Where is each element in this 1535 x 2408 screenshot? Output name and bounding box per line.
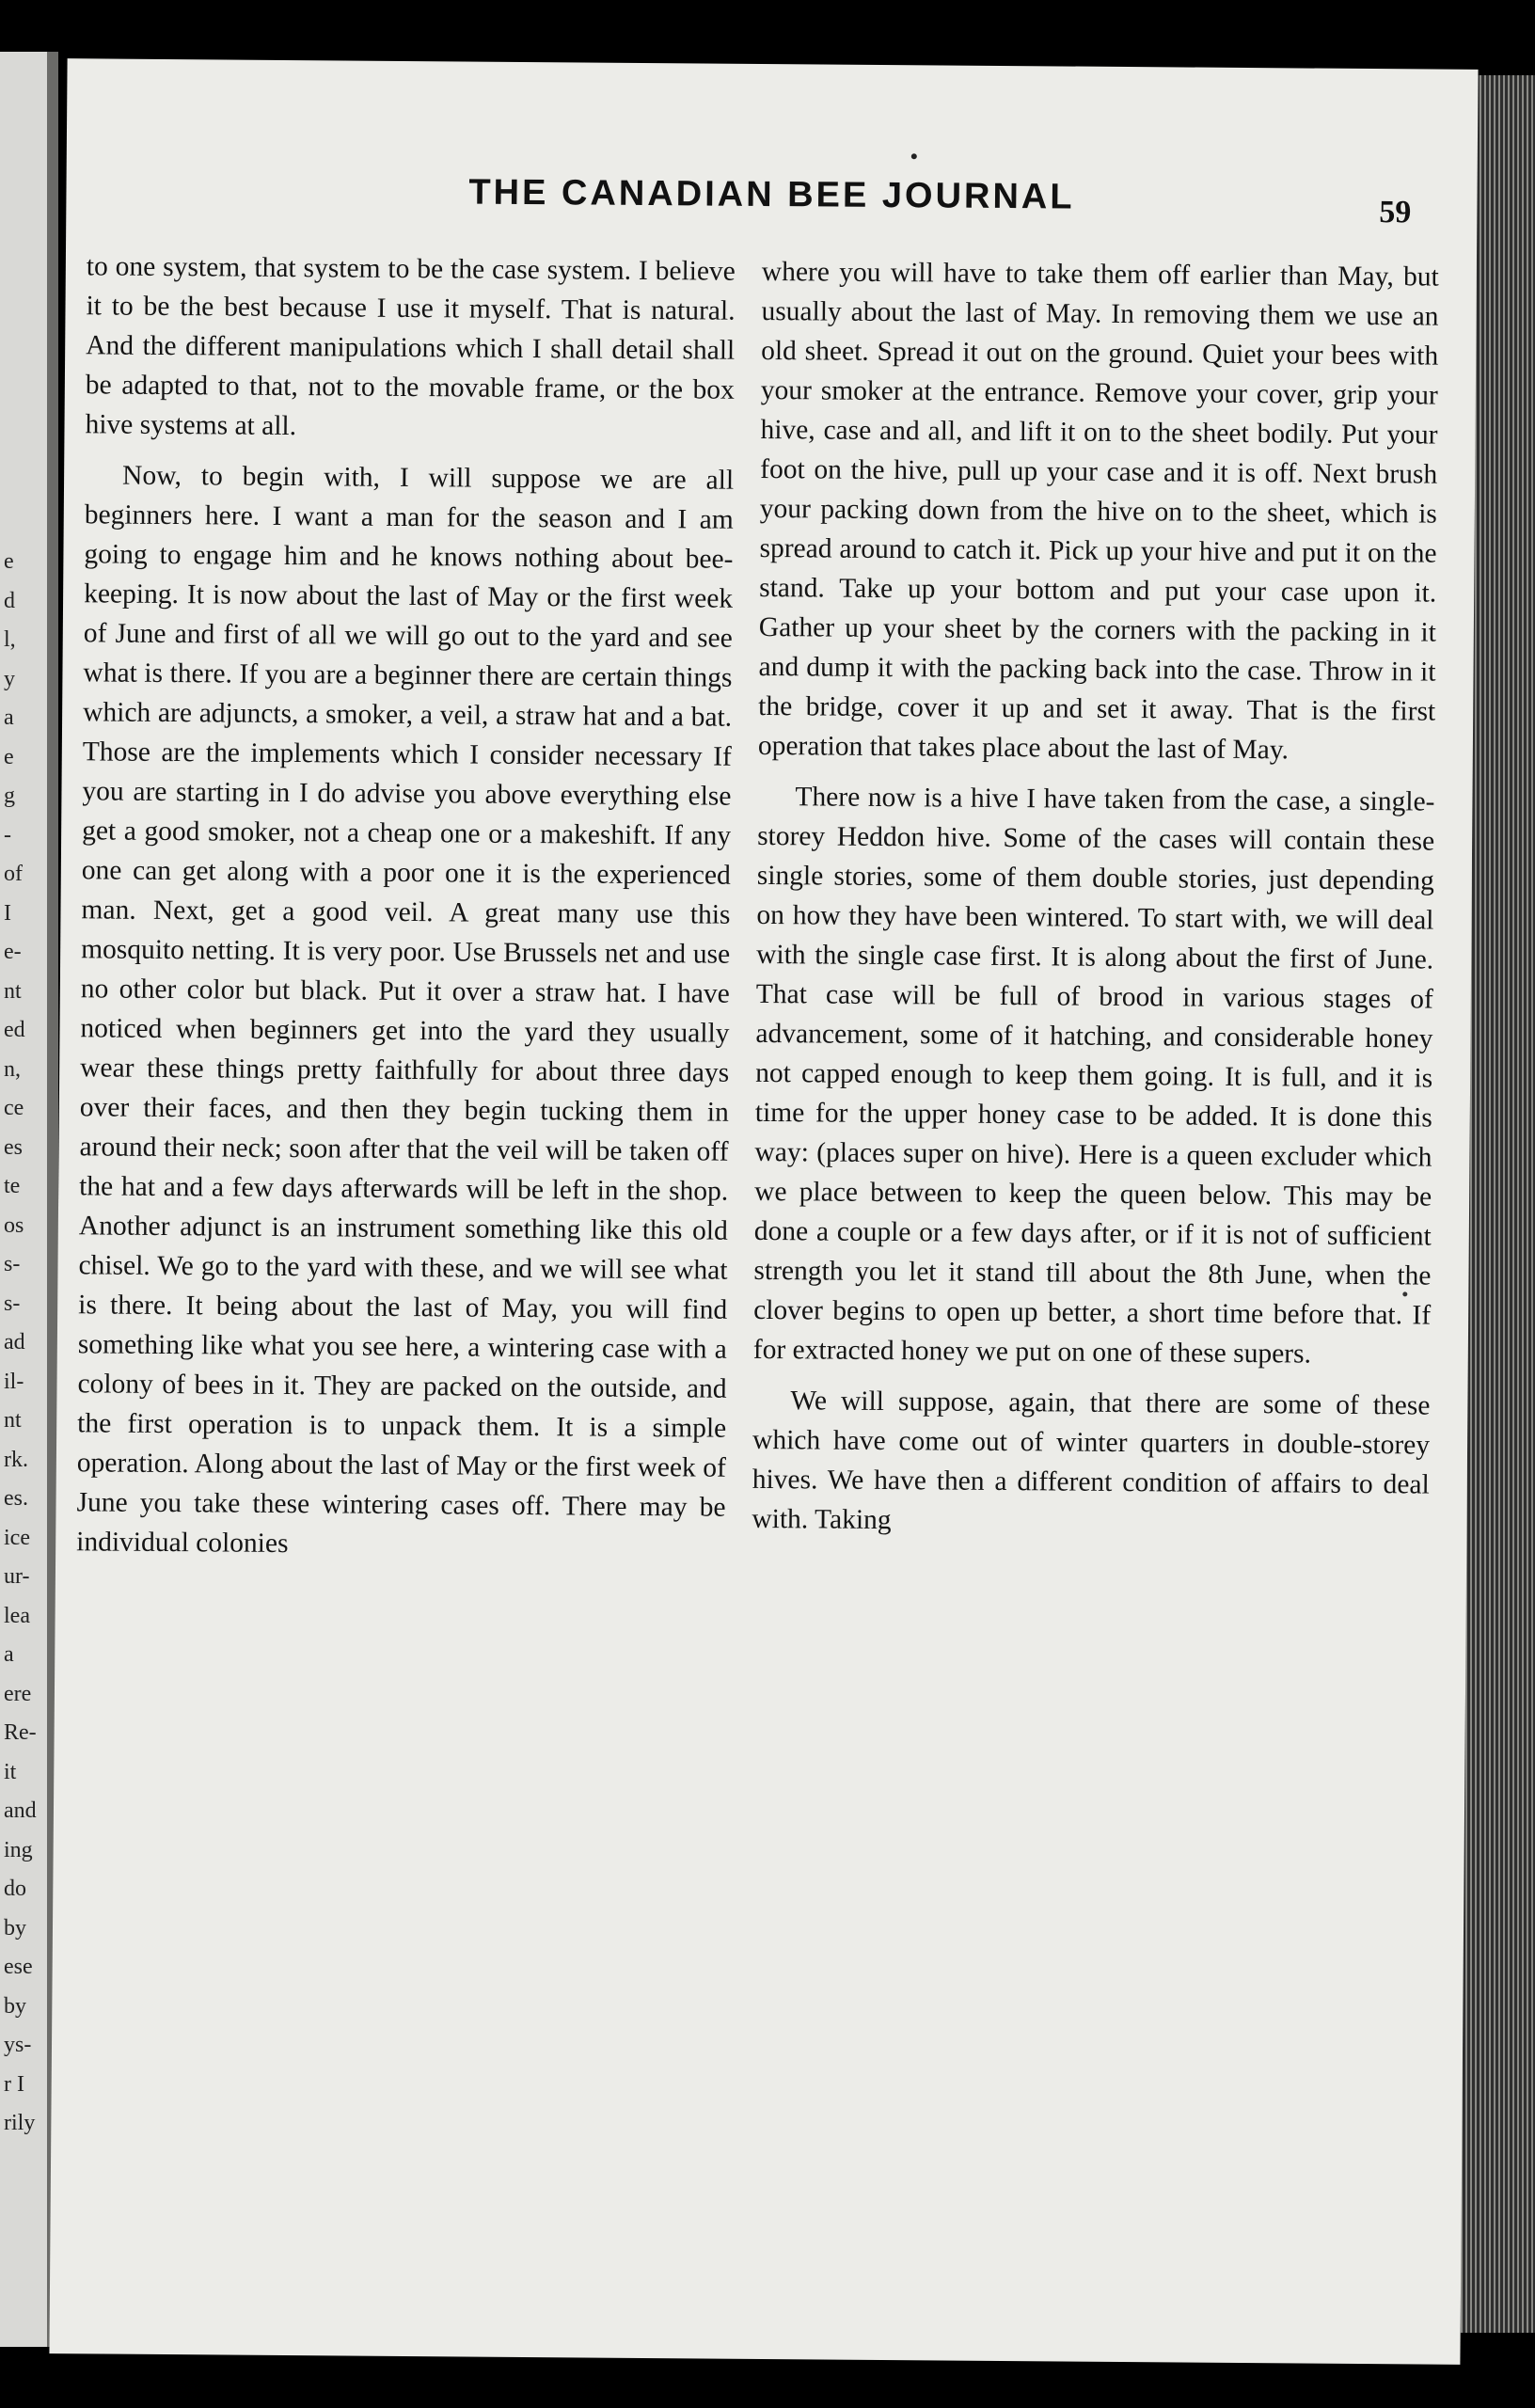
facing-page-fragment-text: rily	[4, 2111, 36, 2135]
facing-page-fragment-text: e-	[4, 940, 22, 964]
facing-page-fragment-text: ur-	[4, 1564, 30, 1589]
facing-page-fragment-text: ing	[4, 1837, 33, 1862]
facing-page-fragment-text: rk.	[4, 1447, 28, 1472]
paragraph: There now is a hive I have taken from the case, a single-storey Heddon hive. Some of the cases will contain these single stories, some of them double stories, just depending on how they have been wintered. To start with, we will deal with the single case first. It is along about the first of June. That case will be full of brood in various stages of advancement, some of it hatching, and considerable honey not capped enough to keep them going. It is full, and it is time for the upper honey case to be added. It is done this way: (places super on hive). Here is a queen excluder which we place between to keep the queen below. This may be done a couple or a few days after, or if it is not of sufficient strength you let it stand till about the 8th June, when the clover begins to open up better, a short time before that. If for extracted honey we put on one of these supers.	[752, 782, 1435, 1370]
facing-page-fragment-text: e	[4, 549, 14, 574]
paragraph: to one system, that system to be the case system. I believe it to be the best because I use it myself. That is natural. And the different manipulations which I shall detail shall be adapted to that, not to the movable frame, or the box hive systems at all.	[85, 251, 736, 442]
facing-page-fragment-text: os	[4, 1212, 24, 1238]
journal-page	[49, 58, 1478, 2365]
facing-page-fragment-text: ed	[4, 1018, 25, 1042]
facing-page-fragment-text: and	[4, 1798, 37, 1823]
facing-page-fragment-text: it	[4, 1759, 17, 1784]
dust-speck	[911, 153, 917, 159]
facing-page-fragment-text: il-	[4, 1369, 24, 1394]
facing-page-fragment-text: nt	[4, 1408, 22, 1433]
facing-page-fragment-text: of	[4, 862, 23, 886]
facing-page-fragment-text: Re-	[4, 1720, 37, 1745]
paragraph: We will suppose, again, that there are some of these which have come out of winter quarters in double-storey hives. We have then a different condition of affairs to deal with. Taking	[752, 1386, 1431, 1536]
facing-page-fragment-text: d	[4, 588, 15, 613]
facing-page-fragment-text: g	[4, 784, 15, 808]
facing-page-fragment-text: ad	[4, 1330, 25, 1354]
facing-page-fragment-text: by	[4, 1993, 26, 2019]
facing-page-fragment-text: e	[4, 744, 14, 769]
facing-page-fragment-text: s-	[4, 1291, 21, 1316]
facing-page-fragment-text: l,	[4, 627, 16, 652]
facing-page-fragment-text: ice	[4, 1525, 30, 1550]
facing-page-fragment-text: do	[4, 1877, 26, 1901]
facing-page-fragment-text: n,	[4, 1056, 21, 1082]
facing-page-fragment-text: r I	[4, 2071, 24, 2097]
facing-page-fragment-text: y	[4, 666, 15, 691]
right-text-column	[752, 252, 1439, 1545]
facing-page-fragment-text: ese	[4, 1955, 33, 1979]
facing-page-fragment-text: te	[4, 1174, 21, 1198]
paragraph: where you will have to take them off earlier than May, but usually about the last of May. In removing them we use an old sheet. Spread it out on the ground. Quiet your bees with your smoker at the entrance. Remove your cover, grip your hive, case and all, and lift it on to the sheet bodily. Put your foot on the hive, pull up your case and it is off. Next brush your packing down from the hive on to the sheet, which is spread around to catch it. Pick up your hive and put it on the stand. Take up your bottom and put your case upon it. Gather up your sheet by the corners with the packing in it and dump it with the packing back into the case. Throw in it the bridge, cover it up and set it away. That is the first operation that takes place about the last of May.	[757, 256, 1439, 766]
facing-page-fragment	[0, 52, 58, 2347]
facing-page-fragment-text: ce	[4, 1096, 24, 1120]
page-number: 59	[1379, 195, 1412, 230]
facing-page-fragment-text: by	[4, 1915, 26, 1941]
facing-page-fragment-text: es.	[4, 1486, 28, 1511]
facing-page-fragment-text: nt	[4, 978, 22, 1004]
paragraph: Now, to begin with, I will suppose we are all beginners here. I want a man for the season and I am going to engage him and he knows nothing about bee-keeping. It is now about the last of May or the first week of June and first of all we will go out to the yard and see what is there. If you are a beginner there are certain things which are adjuncts, a smoker, a veil, a straw hat and a bat. Those are the implements which I consider necessary If you are starting in I do advise you above everything else get a good smoker, not a cheap one or a makeshift. If any one can get along with a poor one it is the experienced man. Next, get a good veil. A great many use this mosquito netting. It is very poor. Use Brussels net and use no other color but black. Put it over a straw hat. I have noticed when beginners get into the yard they usually wear these things pretty faithfully for about three days over their faces, and then they begin tucking them in around their neck; soon after that the veil will be taken off the hat and a few days afterwards will be left in the shop. Another adjunct is an instrument something like this old chisel. We go to the yard with these, and we will see what is there. It being about the last of May, you will find something like what you see here, a wintering case with a colony of bees in it. They are packed on the outside, and the first operation is to unpack them. It is a simple operation. Along about the last of May or the first week of June you take these wintering cases off. There may be individual colonies	[76, 460, 735, 1560]
facing-page-fragment-text: ere	[4, 1681, 32, 1706]
facing-page-fragment-text: es	[4, 1134, 23, 1160]
facing-page-fragment-text: a	[4, 1642, 14, 1667]
running-header	[66, 169, 1477, 237]
journal-title: THE CANADIAN BEE JOURNAL	[468, 172, 1075, 217]
facing-page-fragment-text: -	[4, 822, 11, 848]
facing-page-fragment-text: s-	[4, 1252, 21, 1276]
facing-page-fragment-text: lea	[4, 1603, 30, 1628]
facing-page-fragment-text: I	[4, 900, 11, 926]
facing-page-fragment-text: ys-	[4, 2033, 32, 2057]
facing-page-fragment-text: a	[4, 705, 14, 730]
left-text-column	[76, 246, 736, 1566]
